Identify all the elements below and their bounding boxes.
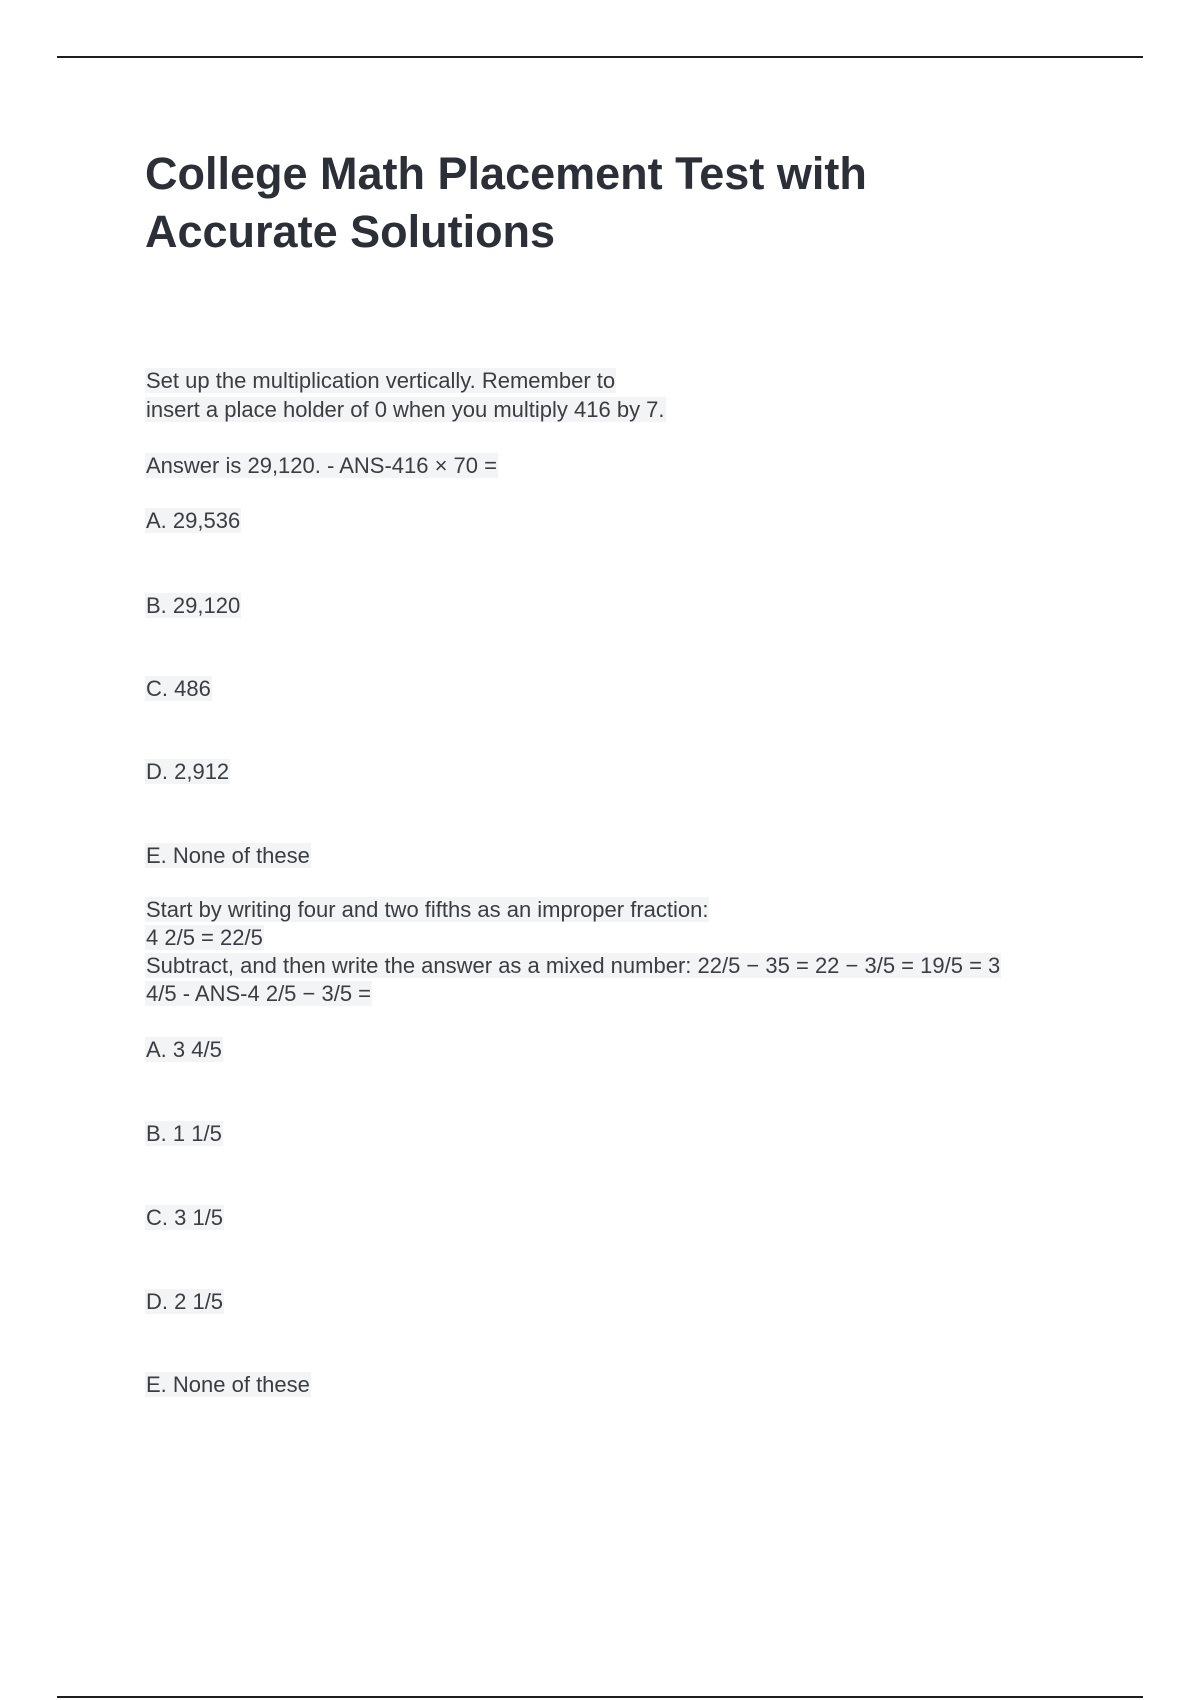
q1-option-c: C. 486 [146, 676, 211, 701]
q2-option-d: D. 2 1/5 [146, 1289, 224, 1314]
q1-option-e: E. None of these [146, 843, 310, 868]
q1-explanation-line-2: insert a place holder of 0 when you multiply 416 by 7. [146, 397, 665, 422]
document-title [145, 145, 1045, 261]
q1-explanation-line-1: Set up the multiplication vertically. Remember to [146, 368, 616, 393]
q2-explanation-line-1: Start by writing four and two fifths as an improper fraction: [146, 897, 709, 922]
q2-explanation-line-2: 4 2/5 = 22/5 [146, 925, 263, 950]
title-line-2: Accurate Solutions [145, 206, 556, 257]
top-rule [57, 56, 1143, 58]
q1-option-b: B. 29,120 [146, 593, 241, 618]
q2-option-c: C. 3 1/5 [146, 1205, 224, 1230]
q1-answer-line: Answer is 29,120. - ANS-416 × 70 = [146, 453, 497, 478]
q1-option-a: A. 29,536 [146, 508, 241, 533]
q2-explanation-line-3: Subtract, and then write the answer as a mixed number: 22/5 − 35 = 22 − 3/5 = 19/5 = 3 [146, 953, 1001, 978]
q2-explanation-line-4: 4/5 - ANS-4 2/5 − 3/5 = [146, 981, 372, 1006]
title-line-1: College Math Placement Test with [145, 148, 867, 199]
bottom-rule [57, 1696, 1143, 1698]
q2-option-a: A. 3 4/5 [146, 1037, 222, 1062]
q2-option-b: B. 1 1/5 [146, 1121, 222, 1146]
q1-option-d: D. 2,912 [146, 759, 230, 784]
q2-option-e: E. None of these [146, 1372, 310, 1397]
